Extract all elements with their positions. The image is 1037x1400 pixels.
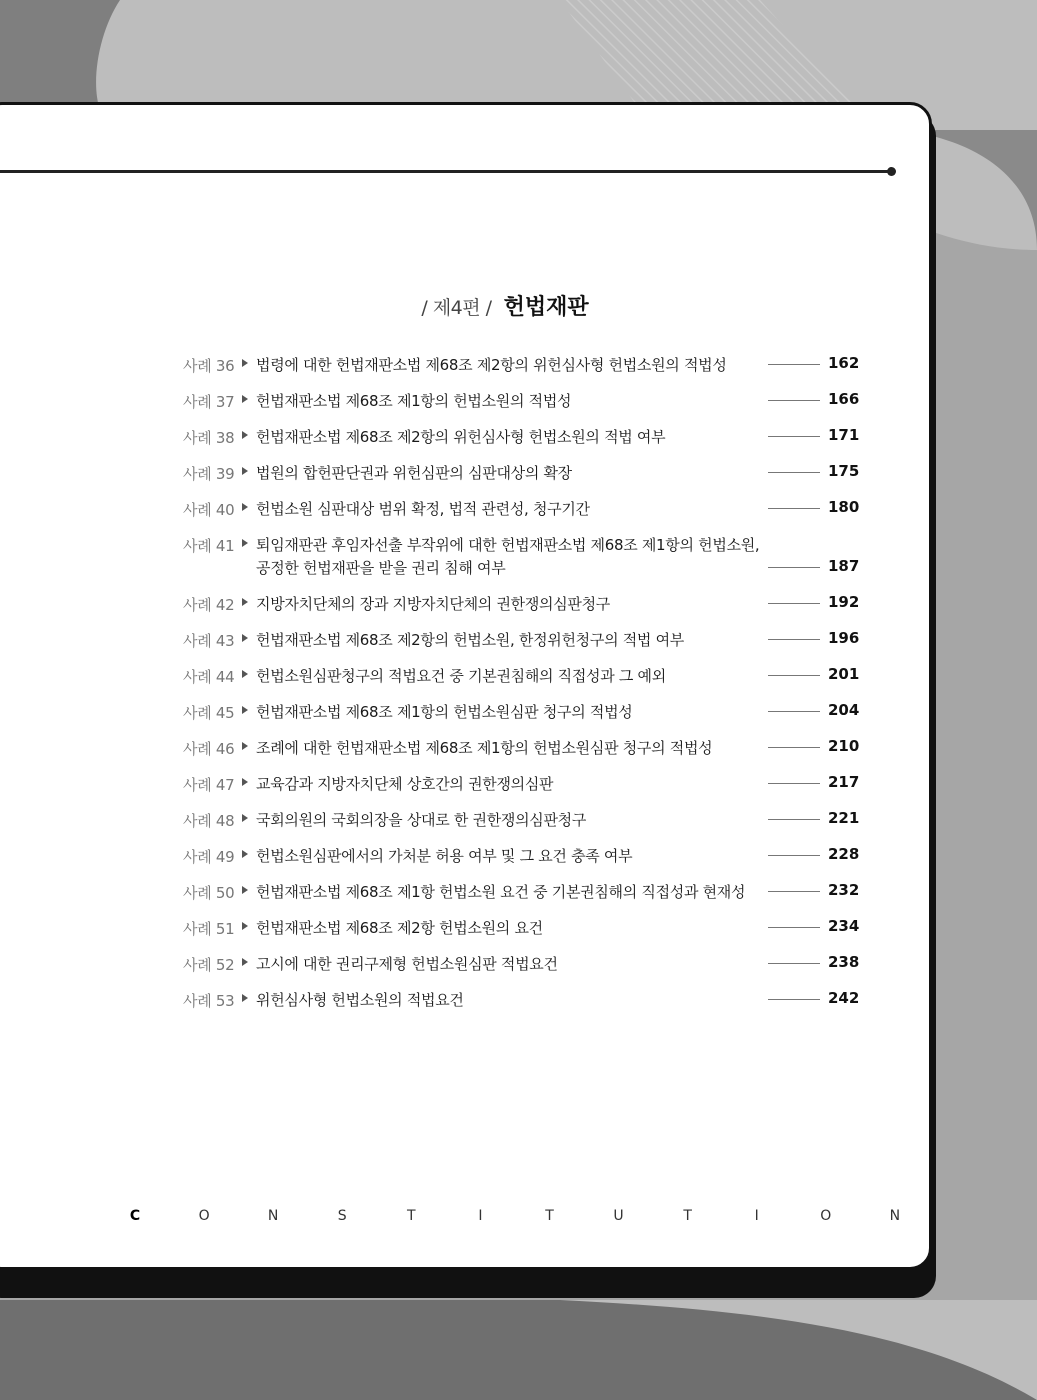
leader-line [768, 819, 820, 820]
page-number: 166 [828, 390, 860, 408]
toc-entry[interactable] [183, 458, 863, 494]
toc-entry[interactable] [183, 350, 863, 386]
entry-title [256, 737, 766, 760]
triangle-bullet-icon [242, 850, 248, 858]
wordmark-letter: O [198, 1208, 210, 1224]
case-label: 사례 52 [183, 956, 235, 974]
entry-title [256, 462, 766, 485]
case-label: 사례 39 [183, 465, 235, 483]
leader-line [768, 747, 820, 748]
entry-title-line: 헌법소원심판청구의 적법요건 중 기본권침해의 직접성과 그 예외 [256, 667, 666, 685]
page-number: 242 [828, 989, 860, 1007]
case-label: 사례 38 [183, 429, 235, 447]
case-label: 사례 43 [183, 632, 235, 650]
triangle-bullet-icon [242, 431, 248, 439]
triangle-bullet-icon [242, 539, 248, 547]
entry-title-line-2: 공정한 헌법재판을 받을 권리 침해 여부 [256, 559, 506, 577]
toc-entry[interactable] [183, 949, 863, 985]
leader-line [768, 472, 820, 473]
top-rule [0, 170, 890, 173]
case-label: 사례 42 [183, 596, 235, 614]
triangle-bullet-icon [242, 778, 248, 786]
triangle-bullet-icon [242, 814, 248, 822]
wordmark-letter: I [478, 1208, 483, 1224]
entry-title-line: 국회의원의 국회의장을 상대로 한 권한쟁의심판청구 [256, 811, 587, 829]
page-number: 210 [828, 737, 860, 755]
leader-line [768, 639, 820, 640]
leader-line [768, 436, 820, 437]
entry-title-line: 법원의 합헌판단권과 위헌심판의 심판대상의 확장 [256, 464, 572, 482]
wordmark-letter: C [129, 1208, 141, 1224]
entry-title-line: 헌법재판소법 제68조 제1항의 헌법소원심판 청구의 적법성 [256, 703, 633, 721]
wordmark-letter: T [407, 1208, 416, 1224]
triangle-bullet-icon [242, 395, 248, 403]
entry-title-line: 법령에 대한 헌법재판소법 제68조 제2항의 위헌심사형 헌법소원의 적법성 [256, 356, 727, 374]
wordmark-letter: O [820, 1208, 832, 1224]
entry-title-line: 지방자치단체의 장과 지방자치단체의 권한쟁의심판청구 [256, 595, 610, 613]
triangle-bullet-icon [242, 922, 248, 930]
triangle-bullet-icon [242, 958, 248, 966]
wordmark-letter: T [683, 1208, 692, 1224]
page-number: 238 [828, 953, 860, 971]
entry-title-line: 헌법소원 심판대상 범위 확정, 법적 관련성, 청구기간 [256, 500, 590, 518]
leader-line [768, 783, 820, 784]
entry-title [256, 773, 766, 796]
entry-title [256, 354, 766, 377]
case-label: 사례 50 [183, 884, 235, 902]
toc-entry[interactable] [183, 494, 863, 530]
triangle-bullet-icon [242, 742, 248, 750]
part-number: / 제4편 / [421, 297, 492, 319]
entry-title-line: 헌법재판소법 제68조 제2항 헌법소원의 요건 [256, 919, 543, 937]
entry-title-line: 헌법재판소법 제68조 제2항의 위헌심사형 헌법소원의 적법 여부 [256, 428, 666, 446]
entry-title-line: 헌법재판소법 제68조 제1항의 헌법소원의 적법성 [256, 392, 572, 410]
entry-title [256, 534, 766, 580]
wordmark-letter: U [613, 1208, 624, 1224]
wordmark-letter: I [754, 1208, 759, 1224]
entry-title-line: 헌법재판소법 제68조 제2항의 헌법소원, 한정위헌청구의 적법 여부 [256, 631, 684, 649]
entry-title [256, 498, 766, 521]
wordmark-letter: N [267, 1208, 279, 1224]
entry-title-line: 고시에 대한 권리구제형 헌법소원심판 적법요건 [256, 955, 558, 973]
triangle-bullet-icon [242, 598, 248, 606]
constitution-wordmark [125, 1208, 905, 1224]
wordmark-letter: S [337, 1208, 347, 1224]
toc-entry[interactable] [183, 877, 863, 913]
triangle-bullet-icon [242, 706, 248, 714]
table-of-contents [183, 350, 863, 1021]
entry-title [256, 390, 766, 413]
entry-title [256, 881, 766, 904]
toc-entry[interactable] [183, 769, 863, 805]
page-number: 180 [828, 498, 860, 516]
leader-line [768, 927, 820, 928]
page-number: 187 [828, 557, 860, 575]
page-number: 201 [828, 665, 860, 683]
toc-entry[interactable] [183, 530, 863, 589]
case-label: 사례 44 [183, 668, 235, 686]
triangle-bullet-icon [242, 634, 248, 642]
page-number: 196 [828, 629, 860, 647]
leader-line [768, 963, 820, 964]
leader-line [768, 603, 820, 604]
case-label: 사례 40 [183, 501, 235, 519]
case-label: 사례 41 [183, 537, 235, 555]
leader-line [768, 891, 820, 892]
toc-entry[interactable] [183, 733, 863, 769]
entry-title [256, 989, 766, 1012]
triangle-bullet-icon [242, 359, 248, 367]
case-label: 사례 53 [183, 992, 235, 1010]
case-label: 사례 36 [183, 357, 235, 375]
part-heading [0, 290, 1010, 321]
page-number: 162 [828, 354, 860, 372]
page-number: 228 [828, 845, 860, 863]
case-label: 사례 49 [183, 848, 235, 866]
entry-title-line: 위헌심사형 헌법소원의 적법요건 [256, 991, 464, 1009]
entry-title-line: 퇴임재판관 후임자선출 부작위에 대한 헌법재판소법 제68조 제1항의 헌법소원, [256, 536, 760, 554]
case-label: 사례 37 [183, 393, 235, 411]
entry-title-line: 교육감과 지방자치단체 상호간의 권한쟁의심판 [256, 775, 554, 793]
wordmark-letter: T [545, 1208, 554, 1224]
entry-title [256, 845, 766, 868]
toc-entry[interactable] [183, 805, 863, 841]
entry-title [256, 629, 766, 652]
entry-title [256, 426, 766, 449]
page-number: 234 [828, 917, 860, 935]
case-label: 사례 47 [183, 776, 235, 794]
toc-entry[interactable] [183, 422, 863, 458]
case-label: 사례 51 [183, 920, 235, 938]
leader-line [768, 364, 820, 365]
toc-entry[interactable] [183, 661, 863, 697]
wordmark-letter: N [889, 1208, 901, 1224]
top-rule-end-dot [887, 167, 896, 176]
page-number: 171 [828, 426, 860, 444]
case-label: 사례 48 [183, 812, 235, 830]
entry-title [256, 665, 766, 688]
page-number: 175 [828, 462, 860, 480]
entry-title [256, 593, 766, 616]
leader-line [768, 711, 820, 712]
leader-line [768, 508, 820, 509]
toc-entry[interactable] [183, 697, 863, 733]
triangle-bullet-icon [242, 994, 248, 1002]
entry-title [256, 809, 766, 832]
page-number: 204 [828, 701, 860, 719]
leader-line [768, 400, 820, 401]
entry-title-line: 조례에 대한 헌법재판소법 제68조 제1항의 헌법소원심판 청구의 적법성 [256, 739, 713, 757]
toc-entry[interactable] [183, 386, 863, 422]
triangle-bullet-icon [242, 670, 248, 678]
toc-entry[interactable] [183, 985, 863, 1021]
leader-line [768, 855, 820, 856]
page-number: 232 [828, 881, 860, 899]
leader-line [768, 675, 820, 676]
entry-title-line: 헌법소원심판에서의 가처분 허용 여부 및 그 요건 충족 여부 [256, 847, 633, 865]
entry-title [256, 917, 766, 940]
page-number: 221 [828, 809, 860, 827]
case-label: 사례 45 [183, 704, 235, 722]
page-number: 192 [828, 593, 860, 611]
triangle-bullet-icon [242, 503, 248, 511]
toc-entry[interactable] [183, 625, 863, 661]
entry-title [256, 701, 766, 724]
toc-entry[interactable] [183, 913, 863, 949]
leader-line [768, 567, 820, 568]
toc-entry[interactable] [183, 589, 863, 625]
toc-entry[interactable] [183, 841, 863, 877]
entry-title-line: 헌법재판소법 제68조 제1항 헌법소원 요건 중 기본권침해의 직접성과 현재성 [256, 883, 746, 901]
triangle-bullet-icon [242, 467, 248, 475]
leader-line [768, 999, 820, 1000]
entry-title [256, 953, 766, 976]
case-label: 사례 46 [183, 740, 235, 758]
part-title: 헌법재판 [503, 295, 589, 320]
triangle-bullet-icon [242, 886, 248, 894]
page-number: 217 [828, 773, 860, 791]
